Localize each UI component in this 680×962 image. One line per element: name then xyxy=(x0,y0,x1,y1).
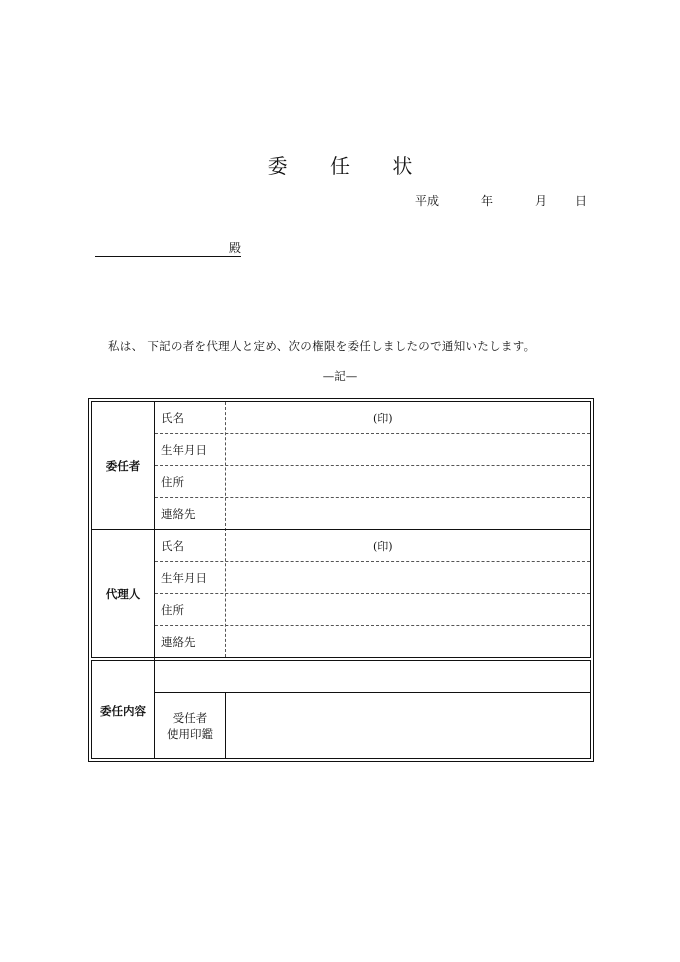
row-divider xyxy=(155,497,590,498)
row-divider xyxy=(155,433,590,434)
statement-text: 私は、 下記の者を代理人と定め、次の権限を委任しましたので通知いたします。 xyxy=(108,339,536,353)
agent-address-label: 住所 xyxy=(161,603,184,617)
mandate-row-divider xyxy=(155,692,590,693)
page-title: 委 任 状 xyxy=(267,154,431,178)
addressee-line xyxy=(95,240,241,257)
agent-heading: 代理人 xyxy=(105,587,141,601)
date-month: 月 xyxy=(535,194,548,208)
agent-name-label: 氏名 xyxy=(161,539,184,553)
agent-birthdate-label: 生年月日 xyxy=(161,571,207,585)
row-divider xyxy=(155,593,590,594)
principal-birthdate-label: 生年月日 xyxy=(161,443,207,457)
agent-contact-label: 連絡先 xyxy=(161,635,196,649)
group-divider xyxy=(92,529,590,530)
date-year: 年 xyxy=(481,194,494,208)
agent-seal-mark: (印) xyxy=(373,540,393,553)
addressee-suffix: 殿 xyxy=(228,241,241,255)
principal-contact-label: 連絡先 xyxy=(161,507,196,521)
stamp-label-line2: 使用印鑑 xyxy=(167,727,213,741)
date-era: 平成 xyxy=(415,194,440,208)
label-column-divider-lower xyxy=(225,692,226,758)
date-day: 日 xyxy=(575,194,588,208)
mandate-heading: 委任内容 xyxy=(100,704,146,718)
principal-address-label: 住所 xyxy=(161,475,184,489)
row-divider xyxy=(155,465,590,466)
row-divider xyxy=(155,561,590,562)
stamp-label xyxy=(155,710,225,742)
record-mark: —記— xyxy=(322,369,358,383)
row-divider xyxy=(155,625,590,626)
principal-name-label: 氏名 xyxy=(161,411,184,425)
principal-seal-mark: (印) xyxy=(373,412,393,425)
stamp-label-line1: 受任者 xyxy=(172,711,208,725)
principal-heading: 委任者 xyxy=(105,459,141,473)
